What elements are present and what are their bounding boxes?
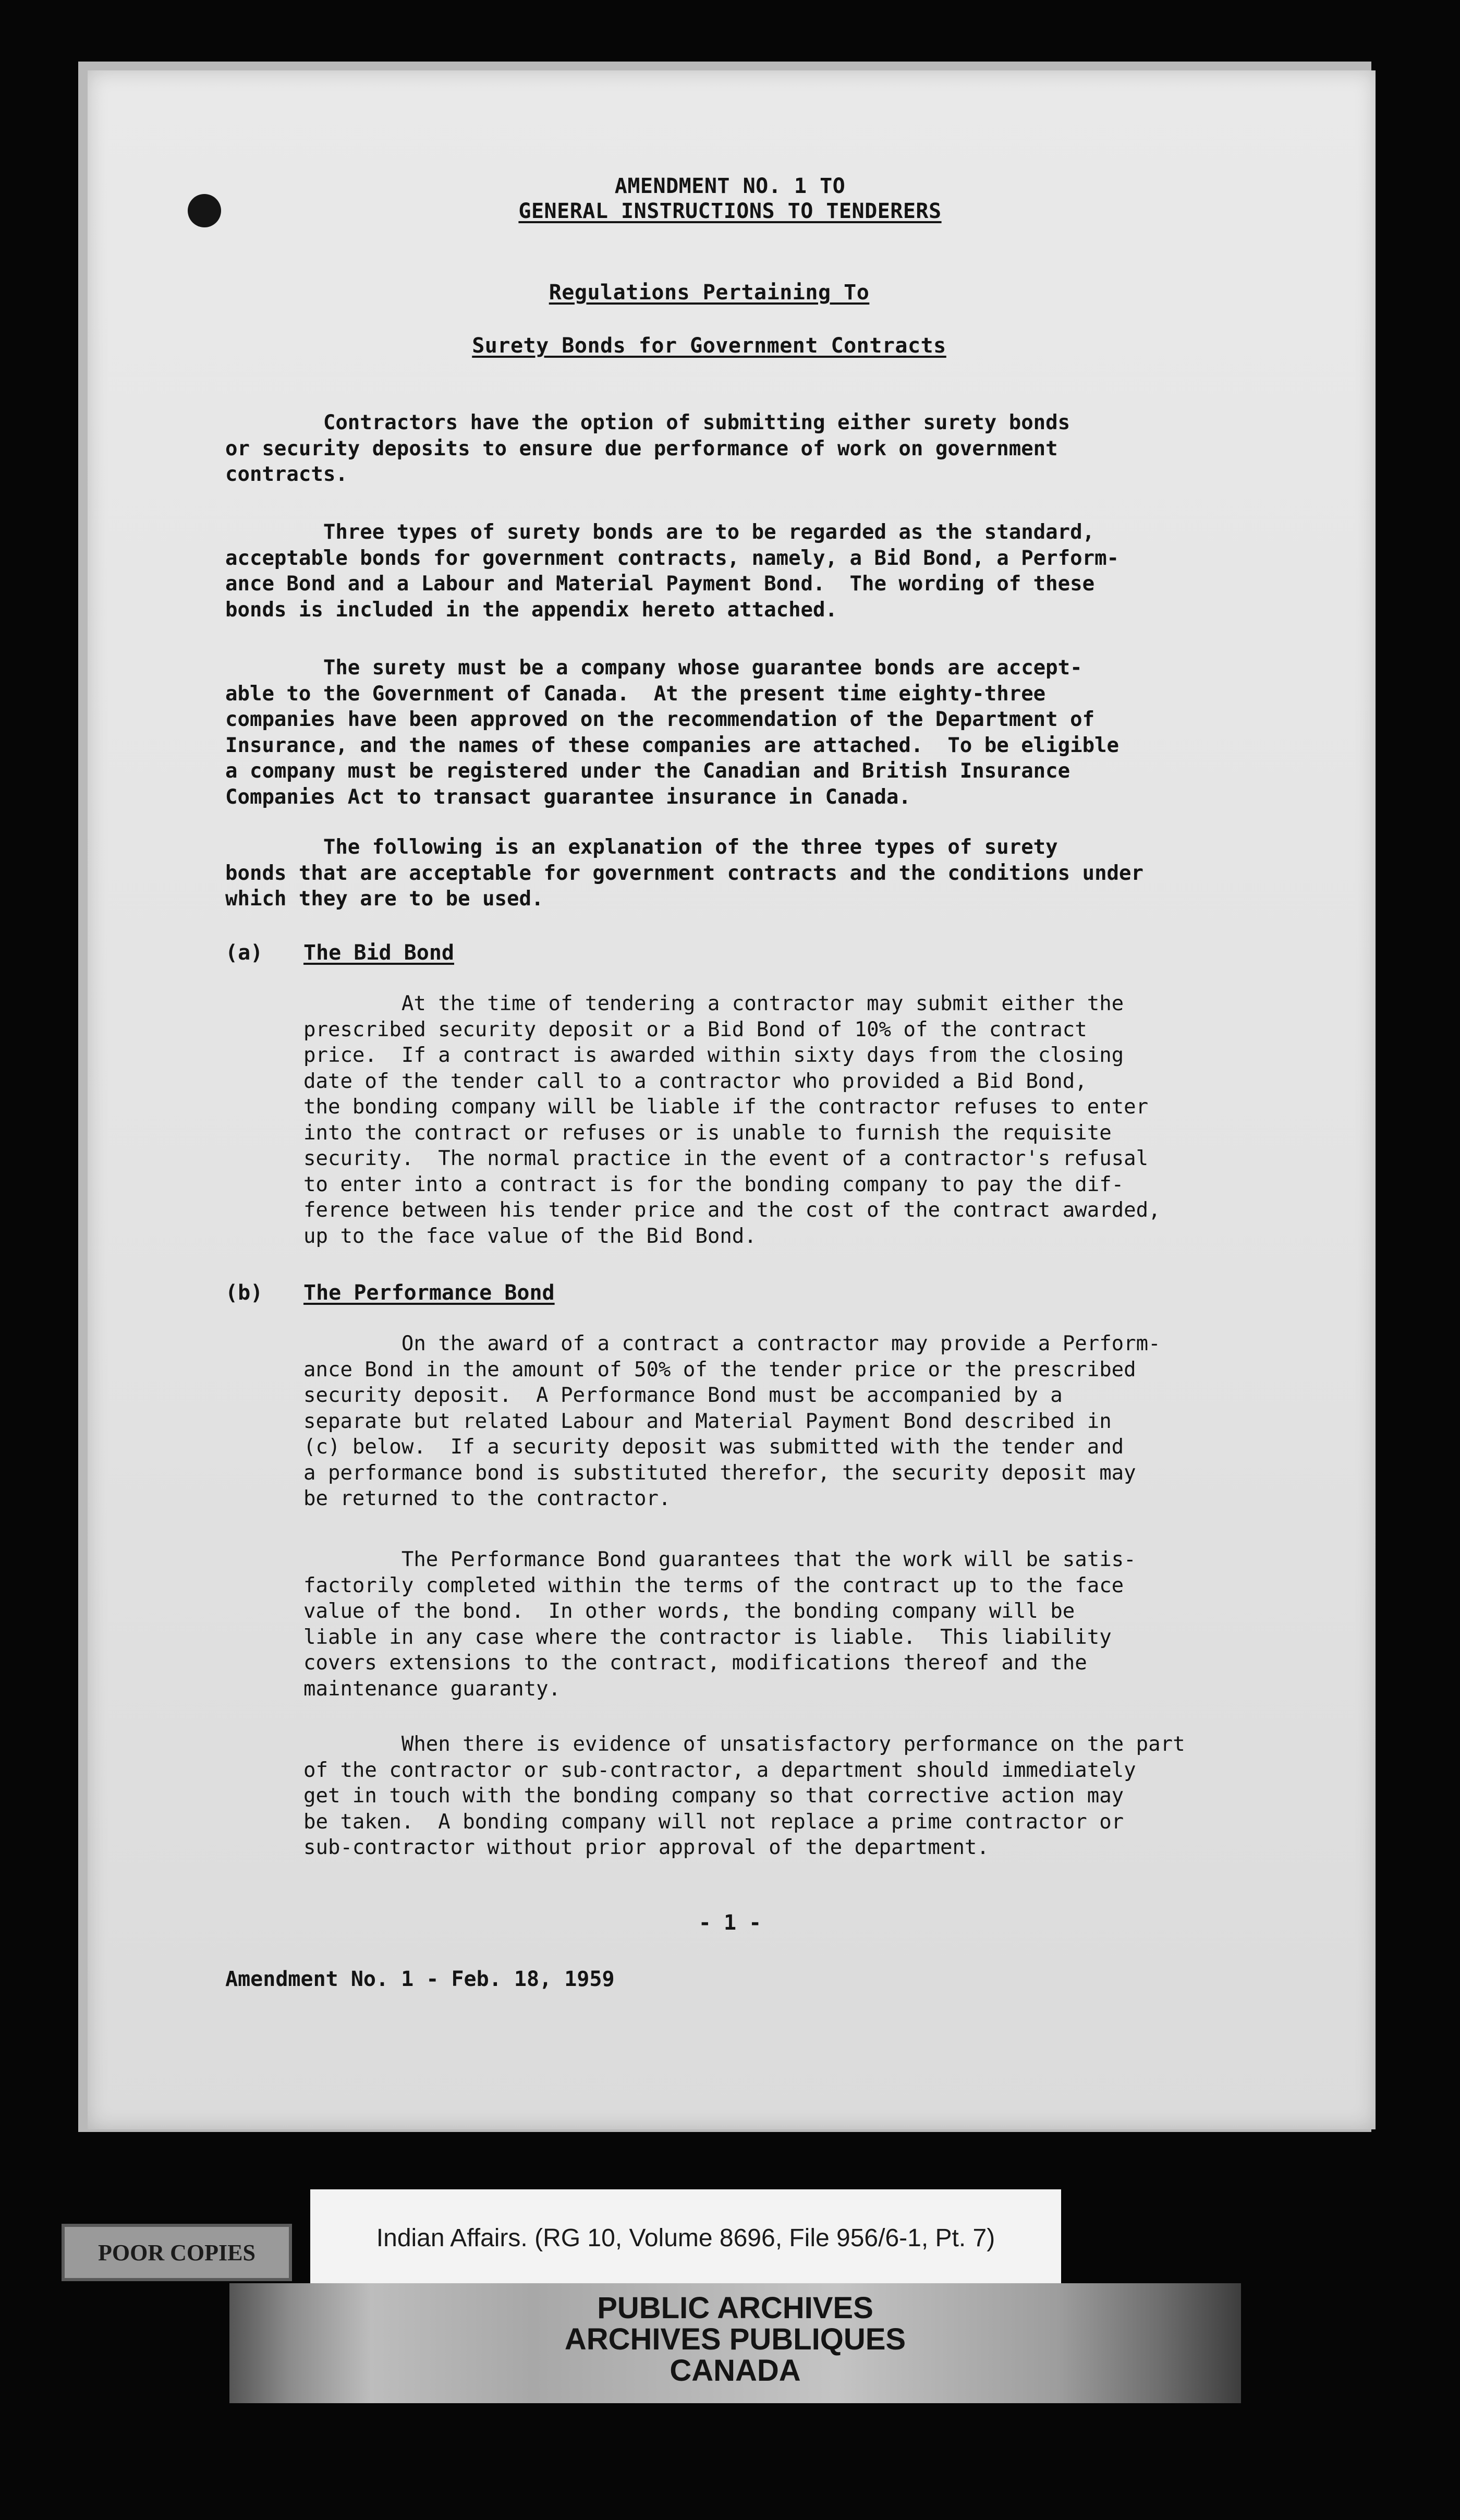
- intro-paragraph-1: Contractors have the option of submitting either surety bonds or security deposits to ensure due performance of work on government contracts.: [225, 411, 1070, 486]
- stamp-text: [229, 2293, 1241, 2386]
- section-b-letter: (b): [225, 1281, 263, 1305]
- surety-heading: Surety Bonds for Government Contracts: [472, 334, 946, 358]
- poor-copies-label: [62, 2224, 292, 2281]
- performance-bond-paragraph-1: On the award of a contract a contractor may provide a Perform- ance Bond in the amount of 50% of the tender price or the prescribed security deposit. A Performance Bond must be accompanied by a separate but related Labour and Material Payment Bond described in (c) below. If a security deposit was submitted with the tender and a performance bond is substituted therefor, the security deposit may be returned to the contractor.: [303, 1332, 1161, 1510]
- section-a-letter: (a): [225, 941, 263, 965]
- section-b-heading: The Performance Bond: [303, 1281, 555, 1305]
- amendment-title: AMENDMENT NO. 1 TO: [614, 174, 846, 198]
- bid-bond-paragraph: At the time of tendering a contractor may submit either the prescribed security deposit or a Bid Bond of 10% of the contract price. If a contract is awarded within sixty days from the closing date of the tender call to a contractor who provided a Bid Bond, the bonding company will be liable if the contractor refuses to enter into the contract or refuses or is unable to furnish the requisite security. The normal practice in the event of a contractor's refusal to enter into a contract is for the bonding company to pay the dif- ference between his tender price and the cost of the contract awarded, up to the face value of the Bid Bond.: [303, 992, 1161, 1248]
- stamp-line-1: PUBLIC ARCHIVES: [597, 2291, 873, 2325]
- regulations-heading: Regulations Pertaining To: [549, 281, 870, 305]
- stamp-line-2: ARCHIVES PUBLIQUES: [564, 2322, 906, 2356]
- performance-bond-paragraph-3: When there is evidence of unsatisfactory performance on the part of the contractor or sub-contractor, a department should immediately get in touch with the bonding company so that corrective action may be taken. A bonding company will not replace a prime contractor or sub-contractor without prior approval of the department.: [303, 1733, 1185, 1859]
- general-title: GENERAL INSTRUCTIONS TO TENDERERS: [518, 199, 942, 223]
- performance-bond-paragraph-2: The Performance Bond guarantees that the work will be satis- factorily completed within the terms of the contract up to the face value of the bond. In other words, the bonding company will be liable in any case where the contractor is liable. This liability covers extensions to the contract, modifications thereof and the maintenance guaranty.: [303, 1548, 1136, 1701]
- archive-citation-text: Indian Affairs. (RG 10, Volume 8696, File 956/6-1, Pt. 7): [376, 2224, 995, 2252]
- archive-citation-label: [310, 2189, 1061, 2286]
- poor-copies-text: POOR COPIES: [98, 2239, 256, 2265]
- amendment-footer: Amendment No. 1 - Feb. 18, 1959: [225, 1967, 615, 1991]
- intro-paragraph-4: The following is an explanation of the three types of surety bonds that are acceptable for government contracts and the conditions under which they are to be used.: [225, 835, 1143, 911]
- intro-paragraph-3: The surety must be a company whose guarantee bonds are accept- able to the Government of Canada. At the present time eighty-three companies have been approved on the recommendation of the Department of Insurance, and the names of these companies are attached. To be eligible a company must be registered under the Canadian and British Insurance Companies Act to transact guarantee insurance in Canada.: [225, 656, 1120, 809]
- stamp-line-3: CANADA: [670, 2354, 801, 2388]
- section-a-heading: The Bid Bond: [303, 941, 454, 965]
- public-archives-stamp: [229, 2283, 1241, 2403]
- intro-paragraph-2: Three types of surety bonds are to be regarded as the standard, acceptable bonds for government contracts, namely, a Bid Bond, a Perform- ance Bond and a Labour and Material Payment Bond. The wording of these bonds is included in the appendix hereto attached.: [225, 520, 1120, 622]
- page-number: - 1 -: [698, 1911, 762, 1935]
